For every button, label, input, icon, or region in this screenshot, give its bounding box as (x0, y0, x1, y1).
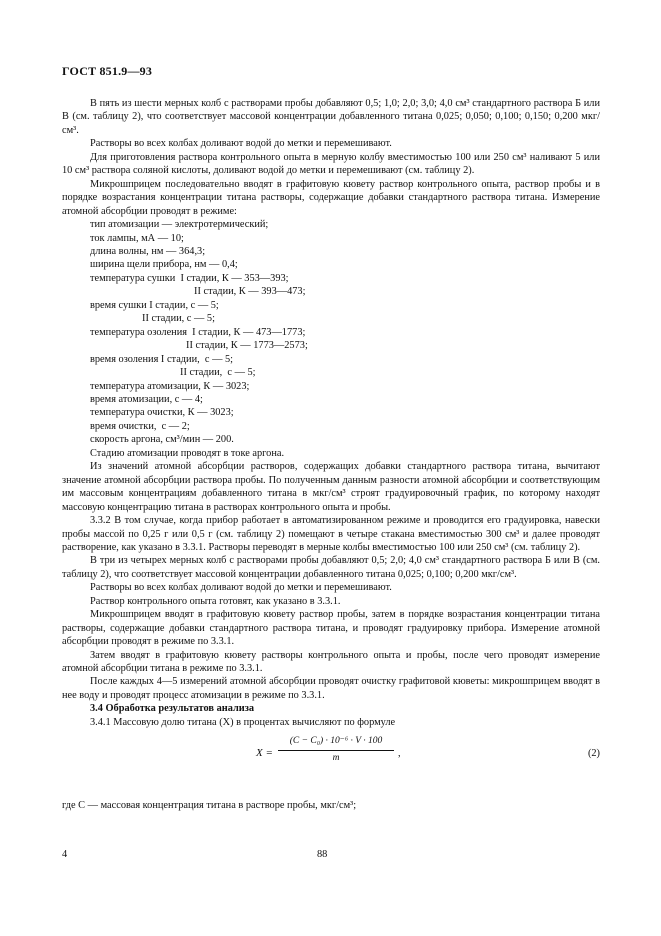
mode-line: II стадии, с — 5; (180, 367, 256, 379)
mode-line: ток лампы, мА — 10; (90, 232, 184, 244)
formula-lhs: X = (256, 747, 273, 760)
mode-line: длина волны, нм — 364,3; (90, 245, 206, 257)
paragraph-p6: Из значений атомной абсорбции растворов, содержащих добавки стандартного раствора титана, вычитают значение атомной абсорбции раствора пробы. По полученным данным разности атомной абсорбции и соответствующим им массовым концентрациям добавленного титана в мкг/см³ строят градуировочный график, по которому находят массовую концентрацию титана в растворах контрольного опыта и пробы. (62, 461, 600, 513)
paragraph-p2: Растворы во всех колбах доливают водой до метки и перемешивают. (90, 138, 392, 150)
standard-header: ГОСТ 851.9—93 (62, 64, 153, 78)
mode-line: время озоления I стадии, с — 5; (90, 353, 234, 365)
document-body (62, 97, 600, 813)
page-number-center: 88 (317, 849, 328, 860)
paragraph-p7: 3.3.2 В том случае, когда прибор работает в автоматизированном режиме и проводится его градуировка, навески пробы массой по 0,25 г или 0,5 г (см. таблицу 2) помещают в четыре стакана вместимостью 300 см³ и далее проводят растворение, как указано в 3.3.1. Растворы переводят в мерные колбы вместимостью 100 или 250 см³ (см. таблицу 2). (62, 515, 600, 553)
mode-line: температура озоления I стадии, К — 473—1773; (90, 326, 306, 338)
formula-fraction (278, 735, 394, 765)
mode-line: время атомизации, с — 4; (90, 393, 203, 405)
paragraph-p10: Раствор контрольного опыта готовят, как указано в 3.3.1. (90, 595, 341, 607)
paragraph-p11: Микрошприцем вводят в графитовую кювету раствор пробы, затем в порядке возрастания концентрации титана растворы, содержащие добавки стандартного раствора титана, и проводят градуировку прибора. Измерение атомной абсорбции проводят в режиме по 3.3.1. (62, 609, 600, 648)
section-heading-3-4: 3.4 Обработка результатов анализа (90, 703, 255, 715)
paragraph-p1: В пять из шести мерных колб с растворами пробы добавляют 0,5; 1,0; 2,0; 3,0; 4,0 см³ стандартного раствора Б или В (см. таблицу 2), что соответствует массовой концентрации добавленного титана 0,025; 0,050; 0,100; 0,150; 0,200 мкг/см³. (62, 98, 600, 136)
mode-line: температура атомизации, К — 3023; (90, 380, 250, 392)
paragraph-p8: В три из четырех мерных колб с растворами пробы добавляют 0,5; 2,0; 4,0 см³ стандартного раствора Б или В (см. таблицу 2), что соответствует массовой концентрации добавленного титана 0,025; 0,100; 0,200 мкг/см³. (62, 555, 600, 580)
formula-where-clause: где C — массовая концентрация титана в растворе пробы, мкг/см³; (62, 800, 357, 812)
formula-2 (62, 733, 600, 779)
mode-line: ширина щели прибора, нм — 0,4; (90, 259, 238, 271)
paragraph-p3: Для приготовления раствора контрольного опыта в мерную колбу вместимостью 100 или 250 см³ наливают 5 или 10 см³ раствора соляной кислоты, доливают водой до метки и перемешивают (см. таблицу 2). (62, 151, 600, 177)
mode-line: скорость аргона, см³/мин — 200. (90, 434, 234, 446)
paragraph-p9: Растворы во всех колбах доливают водой до метки и перемешивают. (90, 582, 392, 594)
page-number-left: 4 (62, 849, 68, 860)
document-page (62, 0, 600, 936)
mode-line: II стадии, К — 1773—2573; (186, 340, 308, 352)
formula-denominator: m (332, 752, 340, 763)
formula-numerator: (C − C₀) · 10⁻⁶ · V · 100 (278, 735, 394, 750)
paragraph-p4: Микрошприцем последовательно вводят в графитовую кювету раствор контрольного опыта, раствор пробы и в порядке возрастания концентрации титана растворы, содержащие добавки стандартного раствора титана. Измерение атомной абсорбции проводят в режиме: (62, 178, 600, 217)
mode-parameters-list (62, 218, 600, 447)
mode-line: время очистки, с — 2; (90, 420, 190, 432)
formula-trailing-comma: , (398, 748, 401, 760)
formula-number: (2) (587, 748, 600, 760)
mode-line: II стадии, К — 393—473; (194, 286, 306, 298)
mode-line: температура очистки, К — 3023; (90, 407, 234, 419)
mode-line: тип атомизации — электротермический; (90, 219, 269, 231)
paragraph-p5: Стадию атомизации проводят в токе аргона. (90, 447, 285, 459)
paragraph-p13: После каждых 4—5 измерений атомной абсорбции проводят очистку графитовой кюветы: микрошприцем вводят в нее воду и проводят процесс атомизации в режиме по 3.3.1. (62, 676, 600, 701)
mode-line: температура сушки I стадии, К — 353—393; (90, 272, 289, 284)
paragraph-p12: Затем вводят в графитовую кювету растворы контрольного опыта и пробы, после чего проводят измерение атомной абсорбции титана в режиме по 3.3.1. (62, 649, 600, 675)
mode-line: II стадии, с — 5; (142, 313, 215, 325)
mode-line: время сушки I стадии, с — 5; (90, 299, 219, 311)
paragraph-p14: 3.4.1 Массовую долю титана (X) в процентах вычисляют по формуле (90, 716, 396, 728)
